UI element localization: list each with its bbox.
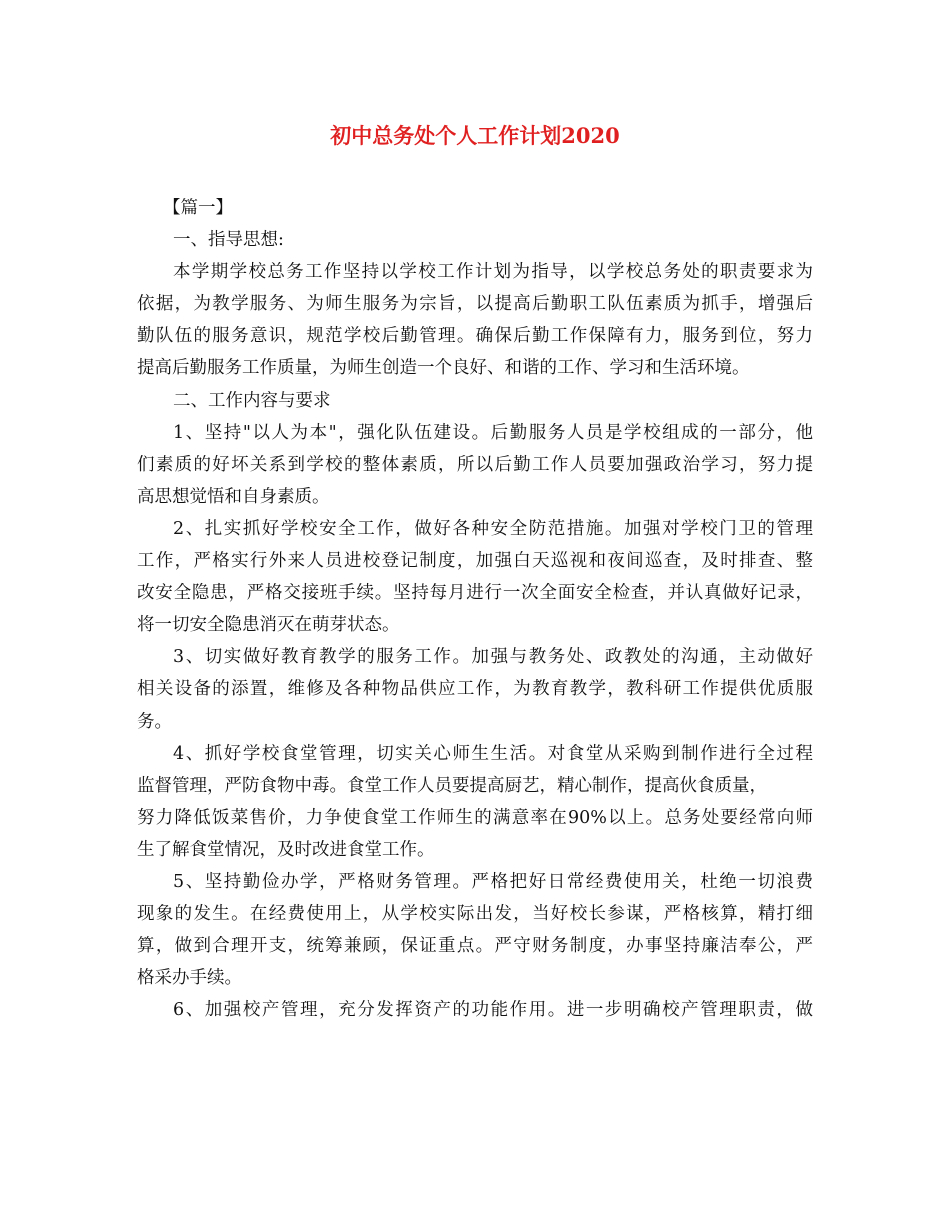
paragraph-line: 相关设备的添置，维修及各种物品供应工作，为教育教学，教科研工作提供优质服: [137, 679, 813, 700]
item-1: [137, 417, 813, 513]
item-2: [137, 513, 813, 641]
heading-work-content: 二、工作内容与要求: [173, 390, 331, 411]
document-title: 初中总务处个人工作计划2020: [330, 123, 620, 148]
paragraph-line: 1、坚持"以人为本"，强化队伍建设。后勤服务人员是学校组成的一部分，他: [173, 422, 813, 443]
paragraph-line: 现象的发生。在经费使用上，从学校实际出发，当好校长参谋，严格核算，精打细: [137, 904, 813, 925]
paragraph-line: 将一切安全隐患消灭在萌芽状态。: [137, 615, 400, 636]
paragraph-line: 4、抓好学校食堂管理，切实关心师生生活。对食堂从采购到制作进行全过程: [173, 743, 813, 764]
item-3: [137, 641, 813, 737]
paragraph-line: 2、扎实抓好学校安全工作，做好各种安全防范措施。加强对学校门卫的管理: [173, 518, 813, 539]
item-6: [137, 994, 813, 1026]
paragraph-line: 务。: [137, 711, 172, 732]
paragraph-line: 改安全隐患，严格交接班手续。坚持每月进行一次全面安全检查，并认真做好记录，: [137, 583, 813, 604]
paragraph-line: 本学期学校总务工作坚持以学校工作计划为指导，以学校总务处的职责要求为: [173, 262, 813, 283]
paragraph-line: 工作，严格实行外来人员进校登记制度，加强白天巡视和夜间巡查，及时排查、整: [137, 551, 813, 572]
paragraph-line: 勤队伍的服务意识，规范学校后勤管理。确保后勤工作保障有力，服务到位，努力: [137, 326, 813, 347]
paragraph-guiding-thought: [137, 256, 813, 384]
item-4: [137, 738, 813, 866]
section-marker: 【篇一】: [163, 198, 233, 218]
paragraph-line: 监督管理，严防食物中毒。食堂工作人员要提高厨艺，精心制作，提高伙食质量，: [137, 775, 767, 796]
paragraph-line: 算，做到合理开支，统筹兼顾，保证重点。严守财务制度，办事坚持廉洁奉公，严: [137, 936, 813, 957]
paragraph-line: 们素质的好坏关系到学校的整体素质，所以后勤工作人员要加强政治学习，努力提: [137, 454, 813, 475]
paragraph-line: 5、坚持勤俭办学，严格财务管理。严格把好日常经费使用关，杜绝一切浪费: [173, 871, 813, 892]
paragraph-line: 高思想觉悟和自身素质。: [137, 486, 330, 507]
paragraph-line: 提高后勤服务工作质量，为师生创造一个良好、和谐的工作、学习和生活环境。: [137, 358, 750, 379]
paragraph-line: 依据，为教学服务、为师生服务为宗旨，以提高后勤职工队伍素质为抓手，增强后: [137, 294, 813, 315]
document-body: [137, 192, 813, 1026]
paragraph-line: 3、切实做好教育教学的服务工作。加强与教务处、政教处的沟通，主动做好: [173, 647, 813, 668]
paragraph-line: 格采办手续。: [137, 968, 242, 989]
paragraph-line: 努力降低饭菜售价，力争使食堂工作师生的满意率在90%以上。总务处要经常向师: [137, 807, 813, 828]
paragraph-line: 6、加强校产管理，充分发挥资产的功能作用。进一步明确校产管理职责，做: [173, 1000, 813, 1021]
item-5: [137, 866, 813, 994]
heading-guiding-thought: 一、指导思想:: [173, 230, 284, 251]
paragraph-line: 生了解食堂情况，及时改进食堂工作。: [137, 839, 435, 860]
